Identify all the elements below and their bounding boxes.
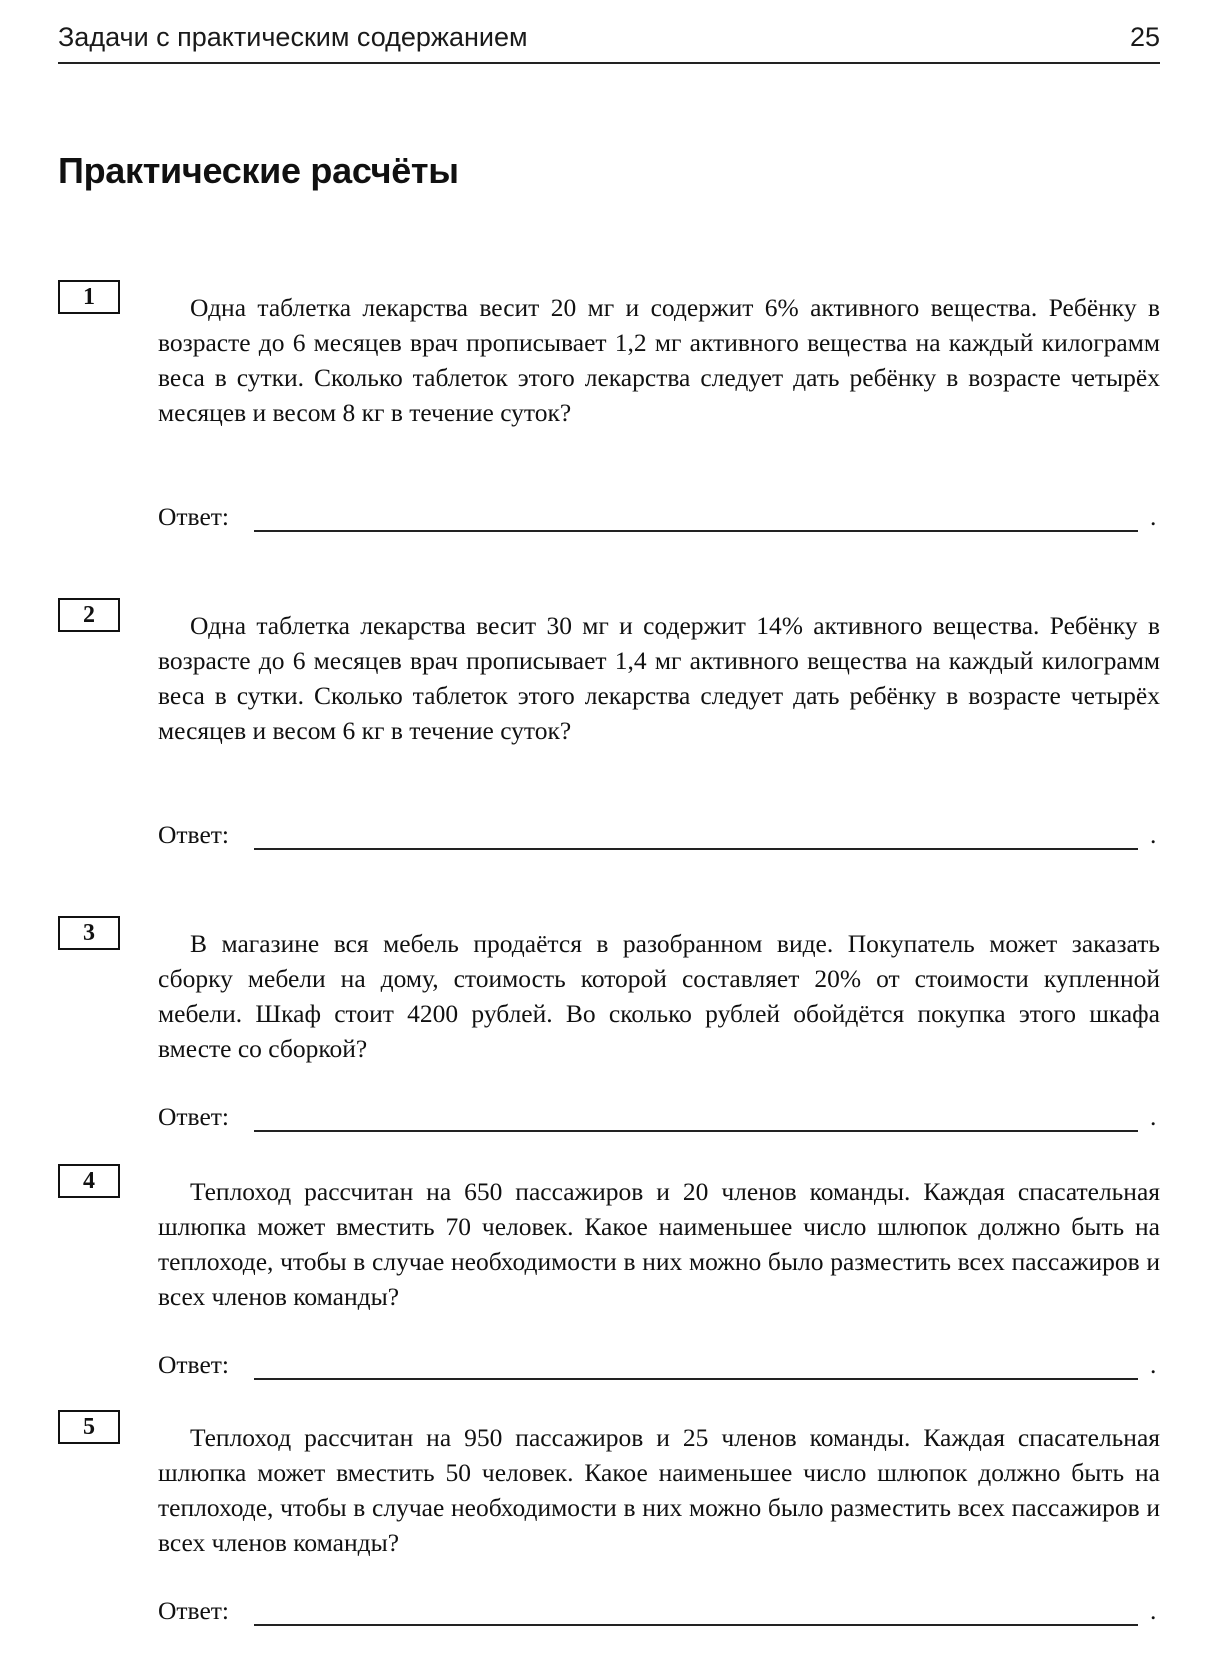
problem-number-box: 1 xyxy=(58,280,120,314)
answer-field xyxy=(158,1102,1160,1138)
problem-text: Одна таблетка лекарства весит 30 мг и содержит 14% активного вещества. Ребёнку в возрасте до 6 месяцев врач прописывает 1,4 мг активного вещества на каждый килограмм веса в сутки. Сколько таблеток этого лекарства следует дать ребёнку в возрасте четырёх месяцев и весом 6 кг в течение суток? xyxy=(158,611,1160,745)
answer-line xyxy=(254,1624,1138,1626)
answer-label: Ответ: xyxy=(158,1596,229,1625)
running-title: Задачи с практическим содержанием xyxy=(58,22,528,52)
answer-period: . xyxy=(1150,820,1157,849)
answer-label: Ответ: xyxy=(158,1350,229,1379)
answer-field xyxy=(158,1350,1160,1386)
page-number: 25 xyxy=(1129,22,1160,52)
problem-text: В магазине вся мебель продаётся в разобранном виде. Покупатель может заказать сборку мебели на дому, стоимость которой составляет 20% от стоимости купленной мебели. Шкаф стоит 4200 рублей. Во сколько рублей обойдётся покупка этого шкафа вместе со сборкой? xyxy=(158,929,1160,1063)
answer-label: Ответ: xyxy=(158,820,229,849)
problem-number-box: 5 xyxy=(58,1410,120,1444)
answer-field xyxy=(158,820,1160,856)
section-title: Практические расчёты xyxy=(58,150,459,191)
answer-line xyxy=(254,848,1138,850)
answer-period: . xyxy=(1150,1102,1157,1131)
answer-line xyxy=(254,530,1138,532)
answer-field xyxy=(158,502,1160,538)
answer-field xyxy=(158,1596,1160,1632)
answer-period: . xyxy=(1150,502,1157,531)
running-header xyxy=(58,18,1160,64)
answer-label: Ответ: xyxy=(158,502,229,531)
problem-number-box: 2 xyxy=(58,598,120,632)
answer-line xyxy=(254,1130,1138,1132)
problem-text: Теплоход рассчитан на 650 пассажиров и 20 членов команды. Каждая спасательная шлюпка может вместить 70 человек. Какое наименьшее число шлюпок должно быть на теплоходе, чтобы в случае необходимости в них можно было разместить всех пассажиров и всех членов команды? xyxy=(158,1177,1160,1311)
problem-number-box: 4 xyxy=(58,1164,120,1198)
problem-text: Теплоход рассчитан на 950 пассажиров и 25 членов команды. Каждая спасательная шлюпка может вместить 50 человек. Какое наименьшее число шлюпок должно быть на теплоходе, чтобы в случае необходимости в них можно было разместить всех пассажиров и всех членов команды? xyxy=(158,1423,1160,1557)
problem-text: Одна таблетка лекарства весит 20 мг и содержит 6% активного вещества. Ребёнку в возрасте до 6 месяцев врач прописывает 1,2 мг активного вещества на каждый килограмм веса в сутки. Сколько таблеток этого лекарства следует дать ребёнку в возрасте четырёх месяцев и весом 8 кг в течение суток? xyxy=(158,293,1160,427)
answer-line xyxy=(254,1378,1138,1380)
problem-number-box: 3 xyxy=(58,916,120,950)
answer-label: Ответ: xyxy=(158,1102,229,1131)
answer-period: . xyxy=(1150,1596,1157,1625)
answer-period: . xyxy=(1150,1350,1157,1379)
